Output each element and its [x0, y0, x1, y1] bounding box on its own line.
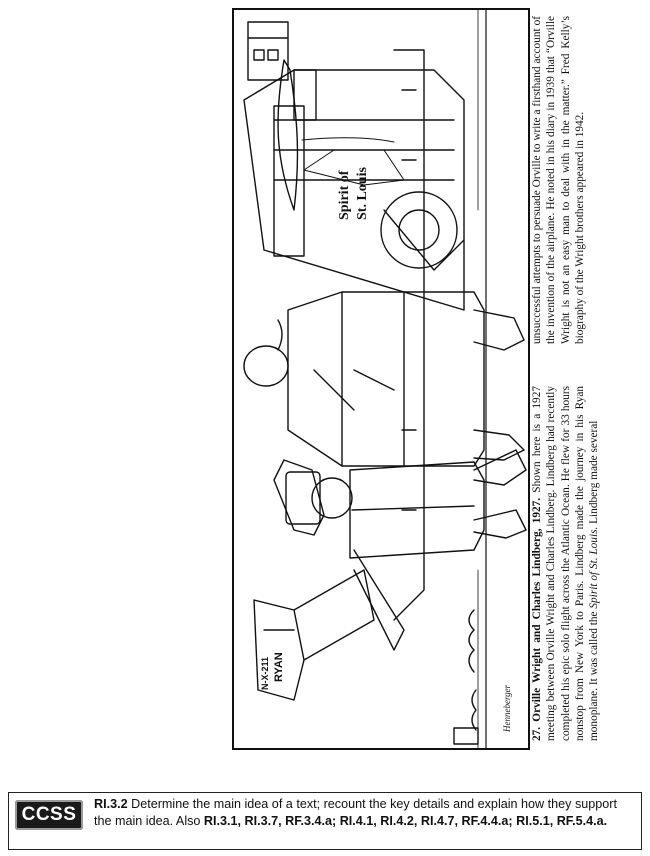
svg-text:N-X-211: N-X-211: [260, 656, 270, 690]
tree-line: [454, 610, 478, 744]
caption-text-part2: Lindberg made several: [588, 420, 601, 527]
airplane-tail: [254, 570, 374, 700]
ccss-badge-label: CCSS: [21, 804, 77, 825]
caption-plane-name: Spirit of St. Louis.: [588, 526, 601, 609]
figure-charles-lindberg: [274, 450, 526, 650]
landing-gear: [381, 192, 464, 270]
ccss-badge: [15, 800, 83, 830]
figure-orville-wright: [244, 292, 524, 466]
caption-continued: unsuccessful attempts to persuade Orville to write a firsthand account of the invention of the airplane. He noted in his diary in 1939 that “Orville Wright is not an easy man to deal with in the matter.” Fred Kelly’s biography of the Wright brothers appeared in 1942.: [531, 16, 586, 344]
caption-column-2: [530, 16, 587, 344]
standard-primary-code: RI.3.2: [94, 797, 128, 811]
standard-primary-text: Determine the main idea of a text; recount the key details and explain how they support the main idea. Also: [94, 797, 617, 828]
standards-box: [8, 792, 642, 850]
airplane-nose: [244, 70, 464, 310]
airplane-wing: [394, 50, 424, 620]
standard-also-codes: RI.3.1, RI.3.7, RF.3.4.a; RI.4.1, RI.4.2, RI.4.7, RF.4.4.a; RI.5.1, RF.5.4.a.: [203, 814, 608, 828]
svg-text:Spirit of: Spirit of: [337, 170, 352, 220]
illustration-frame: [232, 8, 530, 750]
standards-text: [94, 796, 634, 830]
coloring-illustration: [234, 10, 528, 748]
caption-column-1: [530, 386, 601, 741]
svg-text:St. Louis: St. Louis: [355, 167, 370, 220]
propeller: [278, 60, 394, 210]
svg-text:RYAN: RYAN: [273, 652, 285, 682]
caption-title: 27. Orville Wright and Charles Lindberg, 1927.: [531, 497, 543, 741]
caption-text-part1: Shown here is a 1927 meeting between Orville Wright and Charles Lindberg. Lindberg had recently completed his epic solo flight across the Atlantic Ocean. He flew for 33 hours nonstop from New York to Paris. Lindberg made the journey in his Ryan monoplane. It was called the: [531, 386, 601, 741]
artist-signature: Henneberger: [502, 684, 512, 732]
